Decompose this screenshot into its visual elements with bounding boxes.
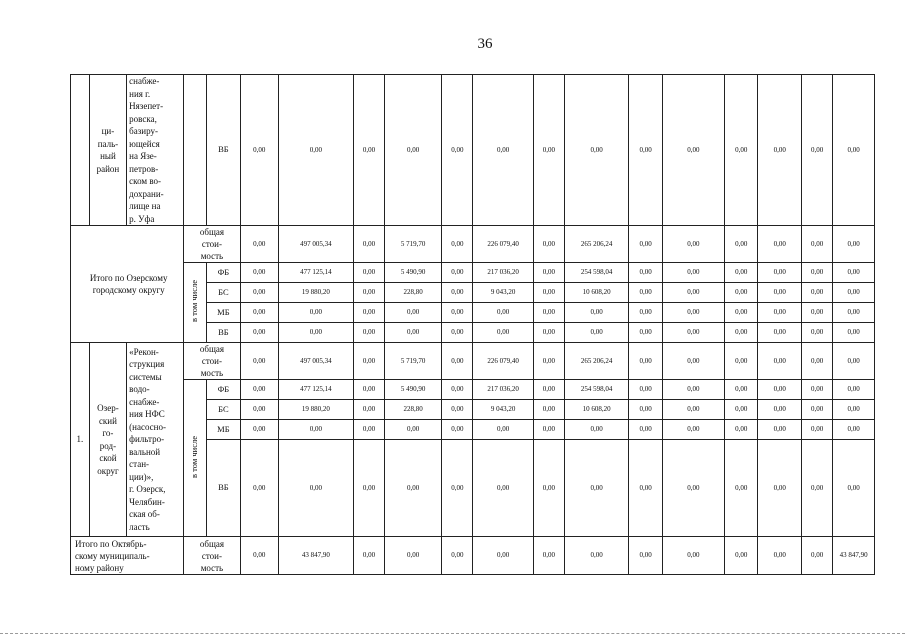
value-cell: 0,00 (758, 283, 802, 303)
value-cell: 0,00 (564, 303, 628, 323)
value-cell: 0,00 (473, 323, 533, 343)
value-cell: 19 880,20 (278, 400, 353, 420)
value-cell: 0,00 (802, 323, 833, 343)
value-cell: 0,00 (385, 303, 442, 323)
value-cell: 0,00 (758, 380, 802, 400)
value-cell: 0,00 (353, 75, 384, 226)
value-cell: 0,00 (662, 226, 724, 263)
value-cell: 0,00 (564, 440, 628, 537)
value-cell: 0,00 (240, 400, 278, 420)
value-cell: 0,00 (725, 440, 758, 537)
municipality-cell: ци- паль- ный район (89, 75, 126, 226)
value-cell: 0,00 (442, 323, 473, 343)
value-cell: 0,00 (533, 303, 564, 323)
value-cell: 0,00 (385, 420, 442, 440)
value-cell: 0,00 (278, 303, 353, 323)
funding-source-cell: МБ (207, 303, 240, 323)
value-cell: 0,00 (353, 226, 384, 263)
value-cell: 0,00 (533, 537, 564, 575)
value-cell: 9 043,20 (473, 283, 533, 303)
value-cell: 0,00 (629, 263, 662, 283)
value-cell: 0,00 (473, 440, 533, 537)
value-cell: 0,00 (802, 440, 833, 537)
value-cell: 254 598,04 (564, 380, 628, 400)
value-cell: 0,00 (533, 226, 564, 263)
table-row (71, 75, 875, 226)
value-cell: 477 125,14 (278, 380, 353, 400)
value-cell: 0,00 (442, 263, 473, 283)
value-cell: 0,00 (725, 226, 758, 263)
oktyabrsky-total-label: Итого по Октябрь- скому муниципаль- ному району (71, 537, 184, 575)
value-cell: 0,00 (833, 420, 875, 440)
in-that-number-label: в том числе (189, 435, 200, 478)
value-cell: 0,00 (629, 303, 662, 323)
value-cell: 226 079,40 (473, 343, 533, 380)
value-cell: 0,00 (240, 226, 278, 263)
funding-source-cell: ВБ (207, 75, 240, 226)
value-cell: 217 036,20 (473, 380, 533, 400)
funding-source-cell: БС (207, 400, 240, 420)
value-cell: 0,00 (833, 343, 875, 380)
value-cell: 0,00 (629, 226, 662, 263)
value-cell: 0,00 (662, 420, 724, 440)
value-cell: 0,00 (833, 263, 875, 283)
ozersk-total-label: Итого по Озерскому городскому округу (71, 226, 184, 343)
project-name-cell: снабже- ния г. Нязепет- ровска, базиру- ющейся на Язе- петров- ском во- дохрани- лище на р. Уфа (127, 75, 184, 226)
value-cell: 0,00 (442, 400, 473, 420)
value-cell: 0,00 (385, 440, 442, 537)
value-cell: 0,00 (802, 75, 833, 226)
value-cell: 0,00 (833, 400, 875, 420)
value-cell: 0,00 (353, 440, 384, 537)
funding-source-cell: МБ (207, 420, 240, 440)
value-cell: 0,00 (533, 380, 564, 400)
total-cost-label: общая стои- мость (184, 343, 240, 380)
value-cell: 10 608,20 (564, 283, 628, 303)
value-cell: 265 206,24 (564, 226, 628, 263)
value-cell: 0,00 (629, 537, 662, 575)
table-row (71, 343, 875, 380)
value-cell: 0,00 (833, 303, 875, 323)
project-name-cell: «Рекон- струкция системы водо- снабже- ния НФС (насосно- фильтро- вальной стан- ции)», г. Озерск, Челябин- ская об- ласть (127, 343, 184, 537)
value-cell: 0,00 (662, 323, 724, 343)
value-cell: 0,00 (629, 343, 662, 380)
value-cell: 0,00 (278, 420, 353, 440)
value-cell: 0,00 (353, 380, 384, 400)
value-cell: 0,00 (533, 420, 564, 440)
value-cell: 5 490,90 (385, 380, 442, 400)
value-cell: 0,00 (442, 226, 473, 263)
value-cell: 0,00 (564, 420, 628, 440)
value-cell: 0,00 (353, 283, 384, 303)
value-cell: 0,00 (240, 75, 278, 226)
value-cell: 0,00 (533, 343, 564, 380)
value-cell: 0,00 (833, 440, 875, 537)
value-cell: 0,00 (353, 343, 384, 380)
table-row (71, 380, 875, 400)
value-cell: 0,00 (758, 263, 802, 283)
value-cell: 0,00 (802, 380, 833, 400)
value-cell: 254 598,04 (564, 263, 628, 283)
value-cell: 19 880,20 (278, 283, 353, 303)
value-cell: 0,00 (240, 343, 278, 380)
value-cell: 0,00 (353, 323, 384, 343)
value-cell: 0,00 (758, 75, 802, 226)
value-cell: 0,00 (533, 263, 564, 283)
value-cell: 5 490,90 (385, 263, 442, 283)
value-cell: 0,00 (442, 380, 473, 400)
value-cell: 0,00 (725, 303, 758, 323)
value-cell: 0,00 (833, 323, 875, 343)
value-cell: 0,00 (662, 263, 724, 283)
value-cell: 0,00 (662, 303, 724, 323)
value-cell: 265 206,24 (564, 343, 628, 380)
value-cell: 0,00 (442, 343, 473, 380)
value-cell: 0,00 (758, 323, 802, 343)
value-cell: 0,00 (629, 420, 662, 440)
number-cell (71, 75, 90, 226)
value-cell: 0,00 (240, 537, 278, 575)
value-cell: 5 719,70 (385, 226, 442, 263)
value-cell: 0,00 (385, 75, 442, 226)
value-cell: 0,00 (564, 323, 628, 343)
value-cell: 0,00 (629, 283, 662, 303)
value-cell: 0,00 (662, 380, 724, 400)
number-cell: 1. (71, 343, 90, 537)
value-cell: 0,00 (473, 420, 533, 440)
value-cell: 0,00 (564, 75, 628, 226)
value-cell: 0,00 (629, 400, 662, 420)
value-cell: 0,00 (802, 400, 833, 420)
value-cell: 0,00 (564, 537, 628, 575)
value-cell: 0,00 (240, 380, 278, 400)
value-cell: 0,00 (533, 440, 564, 537)
value-cell: 0,00 (802, 303, 833, 323)
value-cell: 0,00 (240, 283, 278, 303)
value-cell: 0,00 (833, 226, 875, 263)
value-cell: 228,80 (385, 283, 442, 303)
value-cell: 0,00 (758, 400, 802, 420)
value-cell: 0,00 (278, 323, 353, 343)
value-cell: 0,00 (725, 380, 758, 400)
value-cell: 0,00 (758, 440, 802, 537)
value-cell: 0,00 (662, 400, 724, 420)
value-cell: 0,00 (725, 323, 758, 343)
value-cell: 0,00 (442, 283, 473, 303)
value-cell: 0,00 (353, 263, 384, 283)
value-cell: 0,00 (442, 440, 473, 537)
value-cell: 0,00 (353, 537, 384, 575)
value-cell: 0,00 (833, 283, 875, 303)
value-cell: 0,00 (278, 440, 353, 537)
value-cell: 0,00 (533, 323, 564, 343)
value-cell: 0,00 (833, 75, 875, 226)
value-cell: 5 719,70 (385, 343, 442, 380)
value-cell: 0,00 (353, 420, 384, 440)
value-cell: 0,00 (725, 420, 758, 440)
table-row (71, 226, 875, 263)
value-cell: 0,00 (725, 263, 758, 283)
total-cost-label: общая стои- мость (184, 537, 240, 575)
value-cell: 497 005,34 (278, 343, 353, 380)
value-cell: 0,00 (385, 323, 442, 343)
value-cell: 0,00 (802, 226, 833, 263)
value-cell: 0,00 (240, 303, 278, 323)
value-cell: 0,00 (442, 537, 473, 575)
value-cell: 0,00 (240, 263, 278, 283)
value-cell: 0,00 (473, 75, 533, 226)
value-cell: 0,00 (725, 537, 758, 575)
value-cell: 0,00 (725, 400, 758, 420)
value-cell: 0,00 (758, 537, 802, 575)
value-cell: 0,00 (533, 283, 564, 303)
value-cell: 0,00 (662, 440, 724, 537)
value-cell: 0,00 (473, 537, 533, 575)
value-cell: 0,00 (833, 380, 875, 400)
value-cell: 0,00 (725, 343, 758, 380)
value-cell: 0,00 (240, 440, 278, 537)
budget-table (70, 74, 875, 575)
value-cell: 0,00 (533, 75, 564, 226)
total-cost-label: общая стои- мость (184, 226, 240, 263)
value-cell: 0,00 (662, 75, 724, 226)
value-cell: 228,80 (385, 400, 442, 420)
value-cell: 226 079,40 (473, 226, 533, 263)
value-cell: 0,00 (442, 75, 473, 226)
in-that-number-cell (184, 263, 207, 343)
funding-source-cell: ФБ (207, 380, 240, 400)
funding-source-cell: БС (207, 283, 240, 303)
value-cell: 0,00 (533, 400, 564, 420)
value-cell: 0,00 (758, 226, 802, 263)
value-cell: 0,00 (473, 303, 533, 323)
value-cell: 10 608,20 (564, 400, 628, 420)
value-cell: 0,00 (240, 323, 278, 343)
municipality-cell: Озер- ский го- род- ской округ (89, 343, 126, 537)
value-cell: 43 847,90 (833, 537, 875, 575)
value-cell: 0,00 (758, 343, 802, 380)
table-row (71, 263, 875, 283)
value-cell: 0,00 (629, 323, 662, 343)
value-cell: 0,00 (758, 303, 802, 323)
value-cell: 0,00 (725, 75, 758, 226)
value-cell: 0,00 (629, 440, 662, 537)
value-cell: 0,00 (442, 420, 473, 440)
value-cell: 477 125,14 (278, 263, 353, 283)
value-cell: 0,00 (758, 420, 802, 440)
value-cell: 217 036,20 (473, 263, 533, 283)
value-cell: 0,00 (629, 75, 662, 226)
value-cell: 0,00 (278, 75, 353, 226)
value-cell: 0,00 (802, 263, 833, 283)
page-number: 36 (477, 36, 493, 52)
value-cell: 0,00 (662, 537, 724, 575)
funding-source-cell: ВБ (207, 323, 240, 343)
funding-source-cell: ВБ (207, 440, 240, 537)
table-row (71, 537, 875, 575)
value-cell: 0,00 (725, 283, 758, 303)
funding-source-cell: ФБ (207, 263, 240, 283)
value-cell: 0,00 (353, 303, 384, 323)
in-that-number-cell (184, 75, 207, 226)
value-cell: 43 847,90 (278, 537, 353, 575)
value-cell: 0,00 (353, 400, 384, 420)
in-that-number-cell (184, 380, 207, 537)
value-cell: 0,00 (240, 420, 278, 440)
value-cell: 0,00 (802, 343, 833, 380)
value-cell: 0,00 (802, 283, 833, 303)
value-cell: 0,00 (442, 303, 473, 323)
value-cell: 0,00 (629, 380, 662, 400)
value-cell: 497 005,34 (278, 226, 353, 263)
value-cell: 0,00 (662, 343, 724, 380)
value-cell: 0,00 (802, 537, 833, 575)
value-cell: 9 043,20 (473, 400, 533, 420)
value-cell: 0,00 (662, 283, 724, 303)
value-cell: 0,00 (802, 420, 833, 440)
scan-artifact-line (0, 633, 905, 636)
in-that-number-label: в том числе (189, 280, 200, 323)
value-cell: 0,00 (385, 537, 442, 575)
